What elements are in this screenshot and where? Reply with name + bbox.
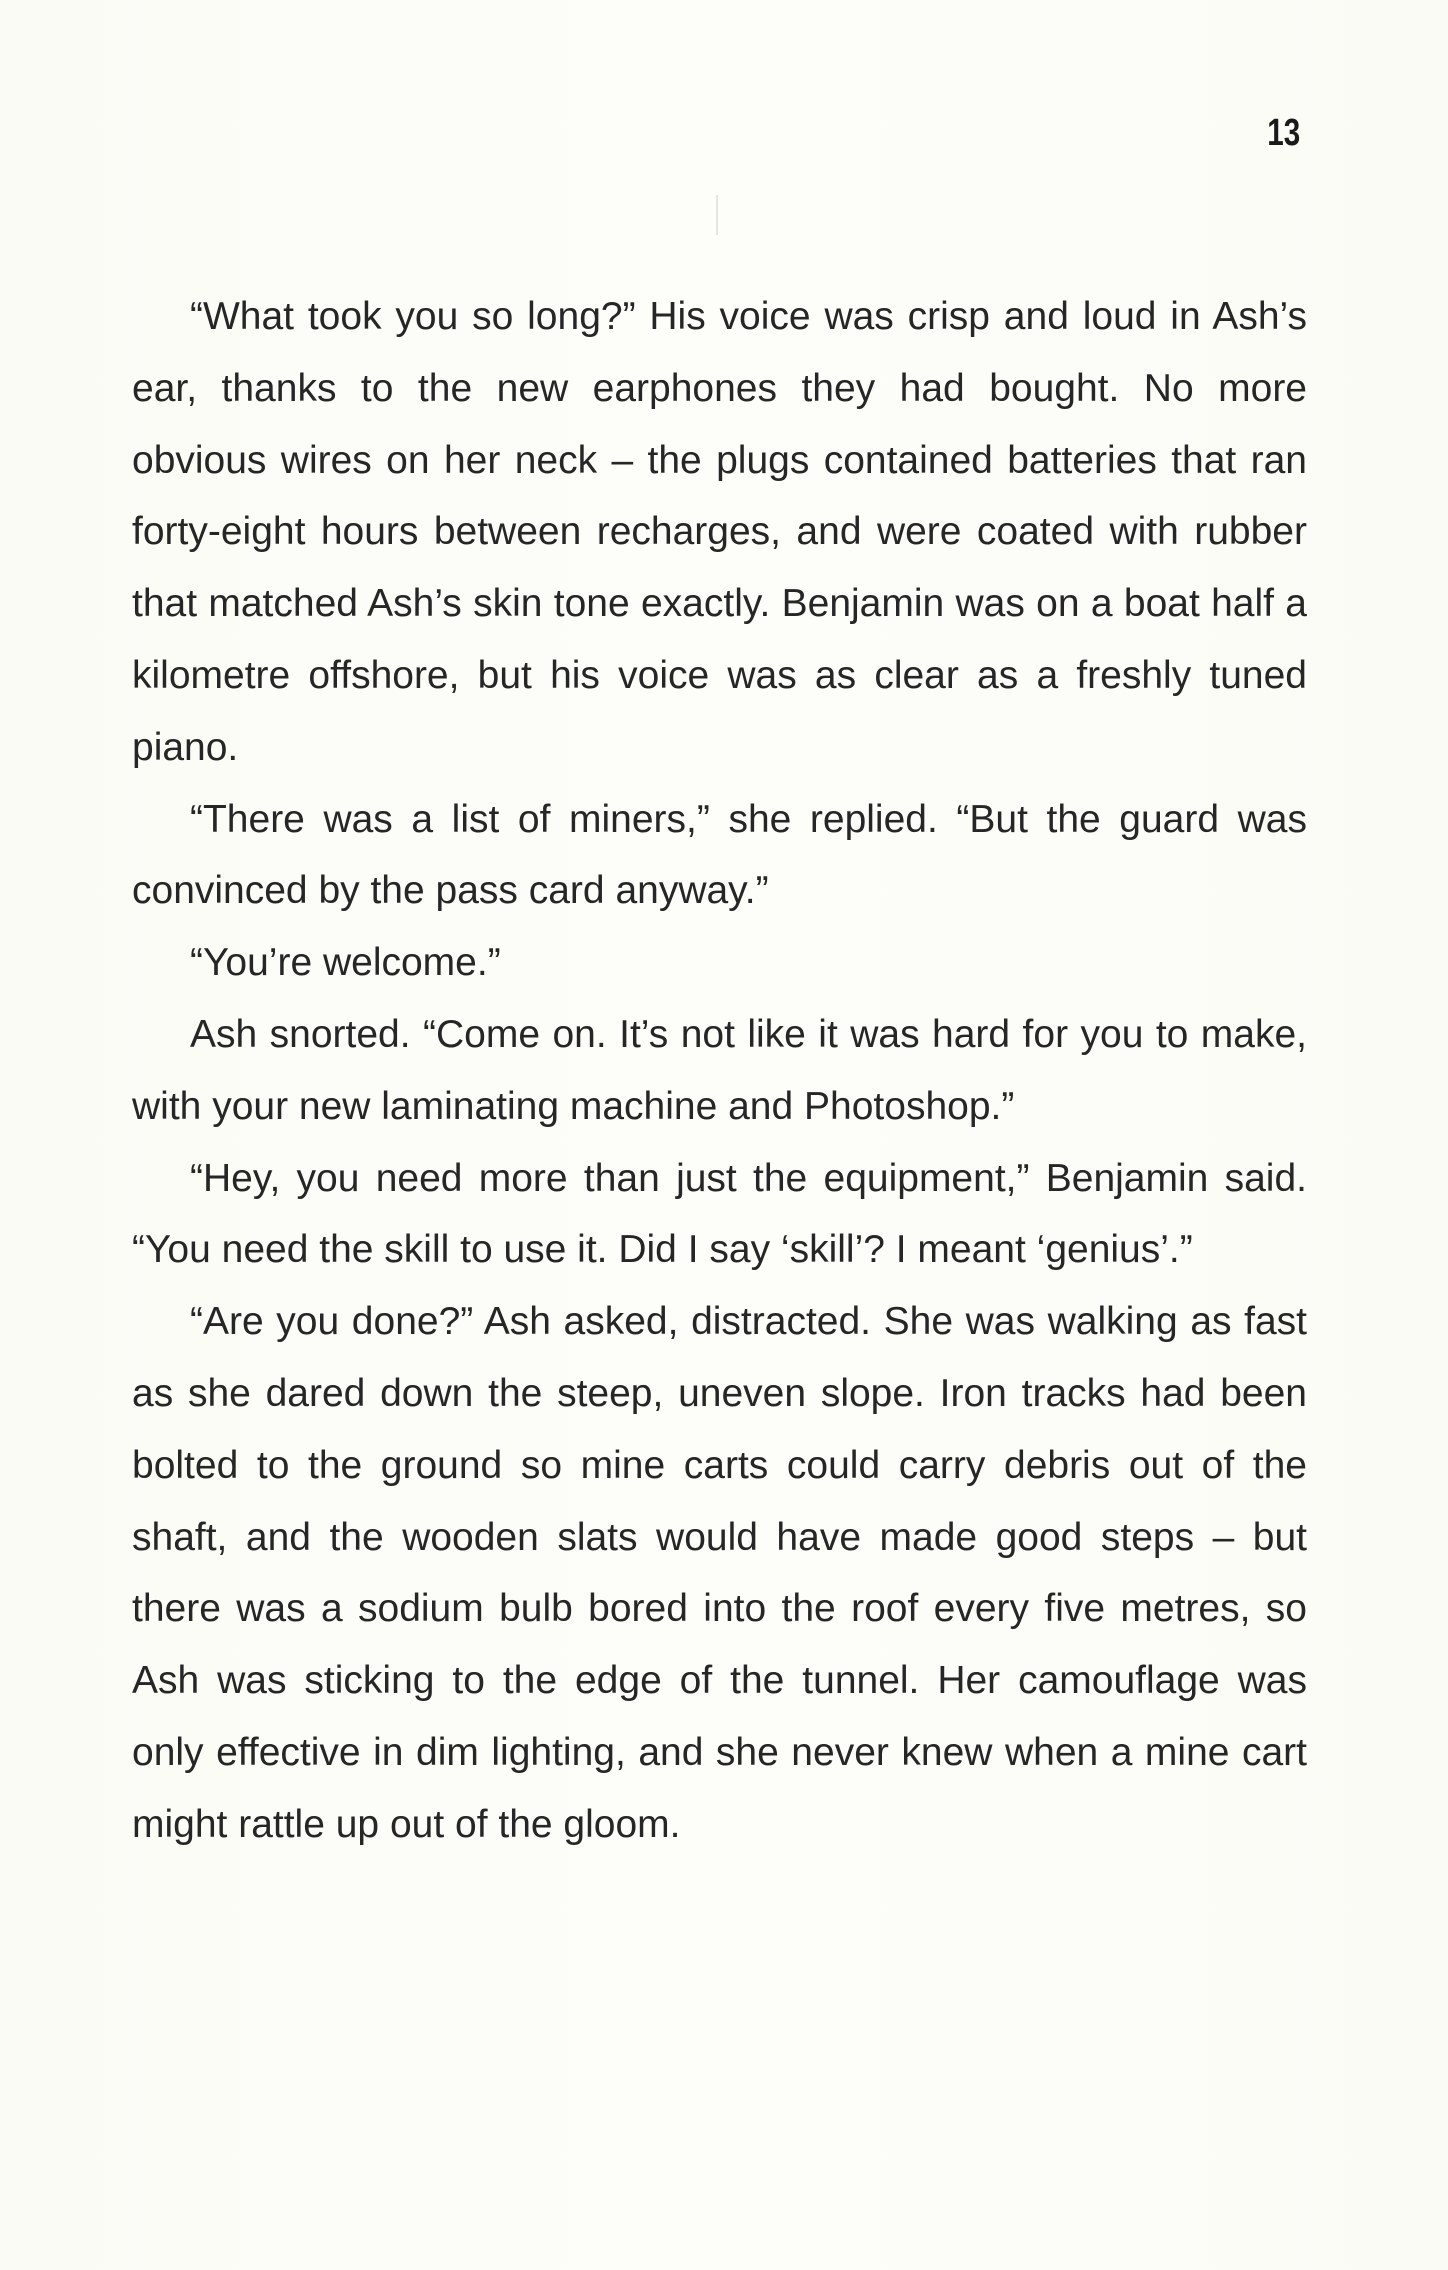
scan-mark <box>716 195 718 235</box>
paragraph: “What took you so long?” His voice was crisp and loud in Ash’s ear, thanks to the new earphones they had bought. No more obvious wires on her neck – the plugs contained batteries that ran forty-eight hours between recharges, and were coated with rubber that matched Ash’s skin tone exactly. Benjamin was on a boat half a kilometre offshore, but his voice was as clear as a freshly tuned piano. <box>132 295 1307 769</box>
paragraph: “You’re welcome.” <box>190 941 501 985</box>
body-text <box>132 281 1307 1861</box>
paragraph: Ash snorted. “Come on. It’s not like it was hard for you to make, with your new laminating machine and Photoshop.” <box>132 1012 1307 1128</box>
paragraph: “Are you done?” Ash asked, distracted. She was walking as fast as she dared down the steep, uneven slope. Iron tracks had been bolted to the ground so mine carts could carry debris out of the shaft, and the wooden slats would have made good steps – but there was a sodium bulb bored into the roof every five metres, so Ash was sticking to the edge of the tunnel. Her camouflage was only effective in dim lighting, and she never knew when a mine cart might rattle up out of the gloom. <box>132 1300 1307 1846</box>
page-number: 13 <box>1267 112 1300 154</box>
paragraph: “Hey, you need more than just the equipment,” Benjamin said. “You need the skill to use it. Did I say ‘skill’? I meant ‘genius’.” <box>132 1156 1307 1272</box>
paragraph: “There was a list of miners,” she replied. “But the guard was convinced by the pass card anyway.” <box>132 797 1307 913</box>
